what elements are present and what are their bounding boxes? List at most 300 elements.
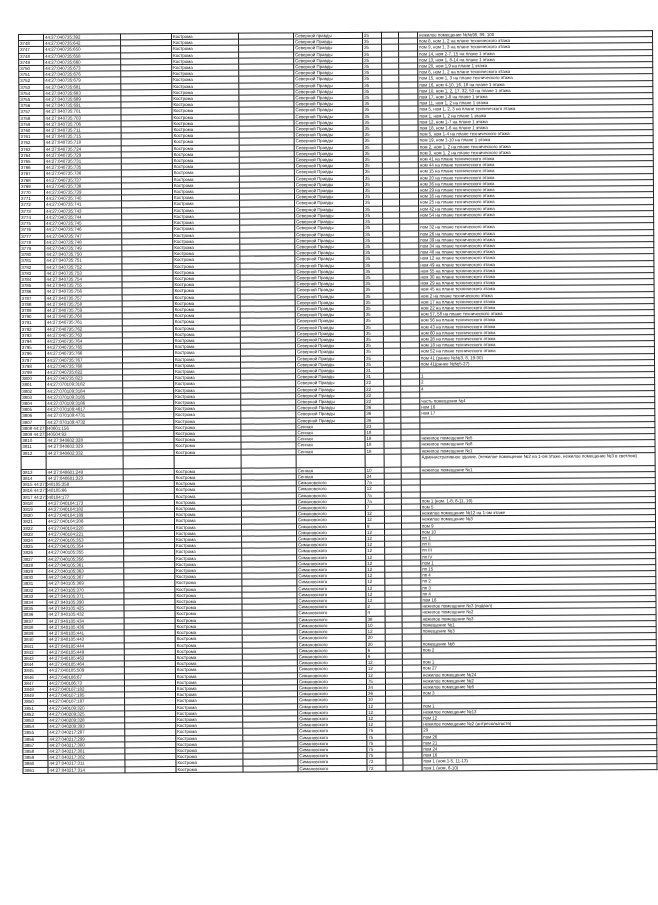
- row-number-cell: 3752: [19, 78, 44, 84]
- row-number-cell: 3774: [20, 214, 45, 220]
- premises-description-cell: ном 28 на плане технического этажа: [419, 335, 654, 343]
- house-number-cell: 12: [366, 573, 385, 579]
- house-number-cell: 18: [365, 448, 384, 454]
- premises-description-cell: ном 30 на плане технического этажа: [419, 273, 654, 281]
- house-number-cell: 35: [363, 156, 382, 162]
- city-cell: Кострома: [174, 499, 241, 506]
- street-cell: Северной Правды: [294, 82, 363, 89]
- row-number-cell: 3834: [22, 599, 47, 605]
- city-cell: Кострома: [173, 350, 240, 357]
- street-cell: Северной Правды: [295, 336, 364, 343]
- city-cell: Кострома: [176, 728, 243, 735]
- cadastral-number-cell: 44:27:040105:443: [47, 636, 124, 643]
- street-cell: Северной Правды: [294, 169, 363, 176]
- row-number-cell: 3814: [21, 475, 46, 481]
- house-number-cell: 12: [366, 579, 385, 585]
- premises-description-cell: пом 2, ном 1, 2 на плане технического этажа: [418, 142, 653, 150]
- city-cell: Кострома: [173, 275, 240, 282]
- house-number-cell: 12: [366, 672, 385, 678]
- street-cell: Симановского: [297, 666, 366, 673]
- cadastral-number-cell: 44:27:040735:738: [44, 183, 121, 190]
- premises-description-cell: пп 2: [421, 577, 656, 585]
- house-number-cell: 35: [363, 169, 382, 175]
- house-number-cell: 12: [367, 703, 386, 709]
- city-cell: Кострома: [173, 225, 240, 232]
- city-cell: Кострома: [174, 436, 241, 443]
- premises-description-cell: пп 1: [421, 534, 656, 542]
- cadastral-number-cell: 44:27:070109:4731: [46, 412, 123, 419]
- city-cell: Кострома: [176, 747, 243, 754]
- house-number-cell: 75: [367, 728, 386, 734]
- row-number-cell: 3849: [23, 692, 48, 698]
- city-cell: Кострома: [173, 219, 240, 226]
- street-cell: Симановского: [296, 523, 365, 530]
- premises-description-cell: пп II: [421, 540, 656, 548]
- house-number-cell: 35: [363, 45, 382, 51]
- house-number-cell: 7а: [365, 479, 384, 485]
- cadastral-number-cell: 44:27:040735:703: [44, 115, 121, 122]
- house-number-cell: 12: [367, 709, 386, 715]
- city-cell: Кострома: [173, 287, 240, 294]
- street-cell: Северной Правды: [294, 187, 363, 194]
- premises-description-cell: пом 26 на плане технического этажа: [419, 229, 654, 237]
- city-cell: Кострома: [172, 132, 239, 139]
- street-cell: Симановского: [296, 492, 365, 499]
- premises-description-cell: пом 27: [421, 664, 656, 672]
- house-number-cell: 7а: [365, 498, 384, 504]
- house-number-cell: 35: [364, 243, 383, 249]
- premises-description-cell: пом 14, ном 2-7, 15 на плане 1 этажа: [418, 49, 653, 57]
- city-cell: Кострома: [175, 598, 242, 605]
- city-cell: Кострома: [173, 337, 240, 344]
- street-cell: Северной Правды: [294, 94, 363, 101]
- cadastral-number-cell: 44:27:040217:301: [48, 748, 125, 755]
- house-number-cell: 12: [367, 721, 386, 727]
- empty-cell: [403, 765, 422, 771]
- street-cell: Северной Правды: [296, 392, 365, 399]
- house-number-cell: 35: [364, 200, 383, 206]
- cadastral-number-cell: 44:27:070109:3184: [46, 387, 123, 394]
- cadastral-number-cell: 44:27:040602:332: [46, 449, 123, 456]
- cadastral-number-cell: 44:27:040735:760: [45, 313, 122, 320]
- cadastral-number-cell: 44:27:040735:711: [44, 127, 121, 134]
- row-number-cell: 3768: [19, 177, 44, 183]
- street-cell: Северной Правды: [296, 380, 365, 387]
- row-number-cell: 3833: [22, 593, 47, 599]
- row-number-cell: 3859: [23, 754, 48, 760]
- house-number-cell: 31: [365, 367, 384, 373]
- cadastral-number-cell: 44:27:040601:323: [46, 475, 123, 482]
- cadastral-number-cell: 44:27:040735:743: [45, 208, 122, 215]
- street-cell: Северной Правды: [295, 312, 364, 319]
- house-number-cell: 35: [364, 318, 383, 324]
- premises-description-cell: пом 10, ном 1, 2, 17, 32, 53 на плане 1 этажа: [418, 86, 653, 94]
- city-cell: Кострома: [172, 95, 239, 102]
- row-number-cell: 3853: [23, 717, 48, 723]
- street-cell: Симановского: [297, 573, 366, 580]
- cadastral-number-cell: 44:27:040735:761: [45, 319, 122, 326]
- premises-description-cell: ном 60 на плане технического этажа: [419, 328, 654, 336]
- city-cell: Кострома: [174, 449, 241, 456]
- row-number-cell: 3765: [19, 158, 44, 164]
- cadastral-number-cell: 44:27:040735:755: [45, 282, 122, 289]
- row-number-cell: 3826: [22, 550, 47, 556]
- row-number-cell: 3788: [20, 301, 45, 307]
- row-number-cell: 3820: [21, 513, 46, 519]
- house-number-cell: 35: [363, 76, 382, 82]
- city-cell: Кострома: [175, 536, 242, 543]
- row-number-cell: 3819: [21, 506, 46, 512]
- house-number-cell: 35: [363, 82, 382, 88]
- premises-description-cell: пом 1 (ном.1-5, 11-13): [422, 757, 657, 765]
- city-cell: Кострома: [175, 666, 242, 673]
- street-cell: Симановского: [297, 678, 366, 685]
- row-number-cell: 3792: [20, 326, 45, 332]
- street-cell: Северной Правды: [295, 225, 364, 232]
- street-cell: Северной Правды: [295, 243, 364, 250]
- cadastral-number-cell: 44:27:040735:691: [44, 102, 121, 109]
- house-number-cell: 72: [367, 765, 386, 771]
- house-number-cell: 12: [366, 554, 385, 560]
- cadastral-number-cell: 44:27:040735:715: [44, 133, 121, 140]
- row-number-cell: 3764: [19, 152, 44, 158]
- row-number-cell: 3780: [20, 251, 45, 257]
- house-number-cell: 75: [366, 678, 385, 684]
- city-cell: Кострома: [173, 213, 240, 220]
- premises-description-cell: нежилое помещение №№98, 99, 100: [417, 31, 652, 39]
- cadastral-number-cell: 44:27:040217:314: [48, 766, 125, 773]
- empty-cell: [241, 455, 296, 468]
- city-cell: Кострома: [176, 741, 243, 748]
- house-number-cell: 12: [366, 535, 385, 541]
- city-cell: Кострома: [173, 263, 240, 270]
- row-number-cell: 3760: [19, 127, 44, 133]
- premises-description-cell: нежилое помещение №1: [420, 465, 655, 473]
- street-cell: Северной Правды: [294, 51, 363, 58]
- premises-description-cell: пом 9: [420, 521, 655, 529]
- premises-description-cell: пом 13, ном 1, 8-14 на плане 1 этажа: [418, 55, 653, 63]
- house-number-cell: 20: [366, 641, 385, 647]
- row-number-cell: 3844: [22, 661, 47, 667]
- premises-description-cell: ном 42 на плане технического этажа: [419, 204, 654, 212]
- cadastral-number-cell: 44:27:040735:683: [44, 90, 121, 97]
- cadastral-number-cell: 44:27:040105:444: [47, 642, 124, 649]
- street-cell: Северной Правды: [295, 212, 364, 219]
- street-cell: Симановского: [297, 635, 366, 642]
- street-cell: Симановского: [297, 647, 366, 654]
- city-cell: Кострома: [172, 157, 239, 164]
- cadastral-number-cell: 44:27:040217:302: [48, 754, 125, 761]
- street-cell: Северной Правды: [294, 150, 363, 157]
- row-number-cell: 3758: [19, 115, 44, 121]
- cadastral-number-cell: 44:27:040735:681: [44, 83, 121, 90]
- row-number-cell: 3835: [22, 606, 47, 612]
- cadastral-number-cell: 44:27:040735:823: [46, 375, 123, 382]
- premises-description-cell: пп 4: [421, 589, 656, 597]
- premises-description-cell: ном 29 на плане технического этажа: [419, 279, 654, 287]
- city-cell: Кострома: [175, 648, 242, 655]
- house-number-cell: 25: [362, 32, 381, 38]
- street-cell: Северной Правды: [295, 250, 364, 257]
- cadastral-number-cell: 44:27:040735:701: [44, 108, 121, 115]
- premises-description-cell: пом 12: [422, 714, 657, 722]
- row-number-cell: 3785: [20, 282, 45, 288]
- city-cell: Кострома: [175, 586, 242, 593]
- street-cell: Симановского: [298, 765, 367, 772]
- house-number-cell: 35: [364, 206, 383, 212]
- row-number-cell: 3847: [22, 680, 47, 686]
- premises-description-cell: пп III: [421, 546, 656, 554]
- house-number-cell: 35: [364, 212, 383, 218]
- premises-description-cell: нежилое помещение №13: [422, 707, 657, 715]
- row-number-cell: 3755: [19, 96, 44, 102]
- cadastral-number-cell: 44:27:040209:328: [48, 717, 125, 724]
- street-cell: Северной Правды: [296, 361, 365, 368]
- house-number-cell: 22: [365, 398, 384, 404]
- city-cell: Кострома: [174, 381, 241, 388]
- street-cell: Симановского: [297, 604, 366, 611]
- city-cell: Кострома: [175, 542, 242, 549]
- row-number-cell: 3824: [22, 537, 47, 543]
- street-cell: Сенная: [296, 423, 365, 430]
- row-number-cell: 3857: [23, 742, 48, 748]
- city-cell: Кострома: [173, 250, 240, 257]
- cadastral-number-cell: 44:27:040105:463: [47, 655, 124, 662]
- street-cell: Симановского: [297, 542, 366, 549]
- house-number-cell: 10: [366, 622, 385, 628]
- city-cell: Кострома: [174, 374, 241, 381]
- premises-description-cell: ном 57, 58 на плане технического этажа: [419, 310, 654, 318]
- cadastral-number-cell: 44:27:040735:741: [45, 201, 122, 208]
- street-cell: Симановского: [298, 722, 367, 729]
- premises-description-cell: пом 1: [421, 558, 656, 566]
- row-number-cell: 3858: [23, 748, 48, 754]
- row-number-cell: 3821: [21, 519, 46, 525]
- city-cell: Кострома: [176, 710, 243, 717]
- premises-description-cell: ном 41 на плане технического этажа: [418, 155, 653, 163]
- row-number-cell: 3747: [19, 47, 44, 53]
- city-cell: Кострома: [176, 704, 243, 711]
- house-number-cell: 35: [363, 51, 382, 57]
- house-number-cell: 35: [364, 305, 383, 311]
- house-number-cell: 35: [364, 280, 383, 286]
- house-number-cell: 35: [364, 262, 383, 268]
- row-number-cell: 3751: [19, 72, 44, 78]
- house-number-cell: 35: [364, 256, 383, 262]
- premises-description-cell: нежилое помещение №3 (подвал): [421, 602, 656, 610]
- cadastral-number-cell: 44:27:040105:369: [47, 580, 124, 587]
- row-number-cell: 3839: [22, 630, 47, 636]
- row-number-cell: 3749: [19, 59, 44, 65]
- city-cell: Кострома: [172, 33, 239, 40]
- city-cell: Кострома: [175, 617, 242, 624]
- premises-description-cell: Административное здание, (нежилое помещение №2 на 1-ом этаже, нежилое помещение №3 в светлом): [420, 452, 655, 466]
- street-cell: Северной Правды: [294, 181, 363, 188]
- premises-description-cell: пом 1 (ном. 6-10): [422, 763, 657, 771]
- cadastral-number-cell: 44:27:040735:748: [45, 239, 122, 246]
- cadastral-number-cell: 44:27:040735:768: [46, 363, 123, 370]
- street-cell: Симановского: [296, 480, 365, 487]
- premises-description-cell: ном 20 на плане технического этажа: [418, 173, 653, 181]
- city-cell: Кострома: [175, 654, 242, 661]
- city-cell: Кострома: [172, 64, 239, 71]
- city-cell: Кострома: [173, 312, 240, 319]
- street-cell: Северной Правды: [294, 144, 363, 151]
- city-cell: Кострома: [172, 194, 239, 201]
- city-cell: Кострома: [172, 46, 239, 53]
- street-cell: Северной Правды: [296, 367, 365, 374]
- premises-description-cell: пп IV: [421, 552, 656, 560]
- street-cell: Северной Правды: [294, 39, 363, 46]
- city-cell: [174, 455, 241, 468]
- cadastral-number-cell: 44:27:040105:363: [47, 568, 124, 575]
- document-sheet: [18, 30, 637, 892]
- row-number-cell: 3804: [21, 400, 46, 406]
- house-number-cell: 10: [365, 467, 384, 473]
- premises-description-cell: пом 24: [422, 745, 657, 753]
- row-number-cell: 3805: [21, 407, 46, 413]
- row-number-cell: 3750: [19, 65, 44, 71]
- premises-description-cell: пом 12, ном 1-7 на плане 1 этажа: [418, 117, 653, 125]
- row-number-cell: 3810: [21, 438, 46, 444]
- cadastral-number-cell: 44:27:040735:750: [45, 251, 122, 258]
- row-number-cell: 3770: [19, 189, 44, 195]
- premises-description-cell: ном 29 на плане технического этажа: [418, 186, 653, 194]
- premises-description-cell: пом 20, ном 1,9 на плане 1 этажа: [418, 62, 653, 70]
- cadastral-number-cell: 44:27:040735:673: [44, 65, 121, 72]
- city-cell: Кострома: [175, 567, 242, 574]
- cadastral-number-cell: 44:27:040105:371: [47, 593, 124, 600]
- cadastral-number-cell: 44:27:040105:434: [47, 618, 124, 625]
- house-number-cell: 75: [367, 740, 386, 746]
- street-cell: Симановского: [297, 622, 366, 629]
- cadastral-number-cell: 44:27:040735:736: [44, 170, 121, 177]
- street-cell: Симановского: [298, 753, 367, 760]
- street-cell: Северной Правды: [294, 119, 363, 126]
- premises-description-cell: ном 56 на плане технического этажа: [419, 316, 654, 324]
- house-number-cell: 6: [366, 653, 385, 659]
- city-cell: Кострома: [173, 343, 240, 350]
- street-cell: Сенная: [296, 467, 365, 474]
- cadastral-number-cell: 44:27:070109:3182: [46, 381, 123, 388]
- cadastral-number-cell: 44:27:040735:749: [45, 245, 122, 252]
- row-number-cell: 3784: [20, 276, 45, 282]
- city-cell: Кострома: [173, 201, 240, 208]
- street-cell: Северной Правды: [294, 113, 363, 120]
- row-number-cell: 3748: [19, 41, 44, 47]
- cadastral-number-cell: 44:27:040209:325: [48, 711, 125, 718]
- row-number-cell: 3773: [20, 208, 45, 214]
- row-number-cell: 3796: [20, 351, 45, 357]
- cadastral-number-cell: 44:27:040735:744: [45, 214, 122, 221]
- street-cell: Северной Правды: [295, 305, 364, 312]
- row-number-cell: 3772: [20, 202, 45, 208]
- row-number-cell: 3757: [19, 109, 44, 115]
- street-cell: Симановского: [296, 511, 365, 518]
- cadastral-number-cell: 44:27:040735:724: [44, 146, 121, 153]
- premises-description-cell: ном 43 на плане технического этажа: [419, 322, 654, 330]
- cadastral-number-cell: 44:27:040217:287: [48, 729, 125, 736]
- premises-description-cell: ном 16: [420, 403, 655, 411]
- row-number-cell: 3777: [20, 233, 45, 239]
- row-number-cell: 3756: [19, 103, 44, 109]
- premises-description-cell: пом 16, ном 4-10, 16, 18 на плане 1 этажа: [418, 80, 653, 88]
- street-cell: Симановского: [298, 746, 367, 753]
- cadastral-number-cell: 44:27:040735:740: [44, 195, 121, 202]
- premises-description-cell: пом 3: [422, 689, 657, 697]
- row-number-cell: 3748: [19, 53, 44, 59]
- row-number-cell: 3808 44:27:040601:156: [22, 425, 69, 431]
- street-cell: Сенная: [296, 473, 365, 480]
- premises-description-cell: нежилое помещение №8: [420, 440, 655, 448]
- city-cell: Кострома: [174, 505, 241, 512]
- cadastral-number-cell: 44:27:040735:731: [44, 158, 121, 165]
- premises-description-cell: ном 17 на плане технического этажа: [419, 297, 654, 305]
- city-cell: Кострома: [174, 430, 241, 437]
- row-number-cell: 3778: [20, 239, 45, 245]
- street-cell: Северной Правды: [295, 274, 364, 281]
- table-body: [19, 31, 658, 774]
- house-number-cell: 9: [365, 523, 384, 529]
- row-number-cell: 3791: [20, 320, 45, 326]
- city-cell: Кострома: [175, 679, 242, 686]
- cadastral-number-cell: 44:27:040104:221: [47, 531, 124, 538]
- city-cell: Кострома: [173, 325, 240, 332]
- city-cell: Кострома: [173, 244, 240, 251]
- cadastral-number-cell: 44:27:040735:763: [45, 332, 122, 339]
- premises-description-cell: помещение №1: [421, 621, 656, 629]
- premises-description-cell: пом 1, ном 1, 2 на плане 1 этажа: [418, 111, 653, 119]
- premises-description-cell: нежилое помещение №5: [420, 434, 655, 442]
- city-cell: Кострома: [174, 518, 241, 525]
- cadastral-number-cell: 44:27:040104:182: [46, 506, 123, 513]
- street-cell: Симановского: [296, 517, 365, 524]
- house-number-cell: 36: [365, 404, 384, 410]
- city-cell: Кострома: [173, 238, 240, 245]
- cadastral-number-cell: 44:27:040106:73: [47, 680, 124, 687]
- street-cell: Симановского: [296, 504, 365, 511]
- street-cell: Симановского: [297, 591, 366, 598]
- cadastral-number-cell: 44:27:040105:436: [47, 624, 124, 631]
- cadastral-number-cell: 44:27:070109:3186: [46, 400, 123, 407]
- row-number-cell: 3786: [20, 289, 45, 295]
- premises-description-cell: пом 26: [422, 732, 657, 740]
- empty-cell: [123, 455, 174, 468]
- cadastral-number-cell: 44:27:040105:355: [47, 549, 124, 556]
- city-cell: Кострома: [175, 549, 242, 556]
- city-cell: Кострома: [172, 70, 239, 77]
- row-number-cell: 3793: [20, 332, 45, 338]
- cadastral-number-cell: 44:27:040735:762: [45, 325, 122, 332]
- city-cell: Кострома: [175, 573, 242, 580]
- cadastral-number-cell: 44:27:040105:464: [47, 661, 124, 668]
- house-number-cell: 12: [366, 628, 385, 634]
- premises-description-cell: пом 11, ном 1, 2 на плане 1 этажа: [418, 99, 653, 107]
- house-number-cell: [365, 454, 384, 467]
- premises-description-cell: помещение №8: [421, 639, 656, 647]
- house-number-cell: 12: [366, 560, 385, 566]
- cadastral-number-cell: 44:27:040209:393: [48, 723, 125, 730]
- cadastral-number-cell: 44:27:040735:676: [44, 71, 121, 78]
- row-number-cell: 3838: [22, 624, 47, 630]
- house-number-cell: 7: [365, 504, 384, 510]
- house-number-cell: 35: [363, 57, 382, 63]
- street-cell: Северной Правды: [295, 262, 364, 269]
- street-cell: Симановского: [297, 653, 366, 660]
- premises-description-cell: пом 18, ном 1-6 на плане 1 этажа: [418, 124, 653, 132]
- premises-description-cell: пом 32 на плане технического этажа: [419, 223, 654, 231]
- row-number-cell: 3828: [22, 562, 47, 568]
